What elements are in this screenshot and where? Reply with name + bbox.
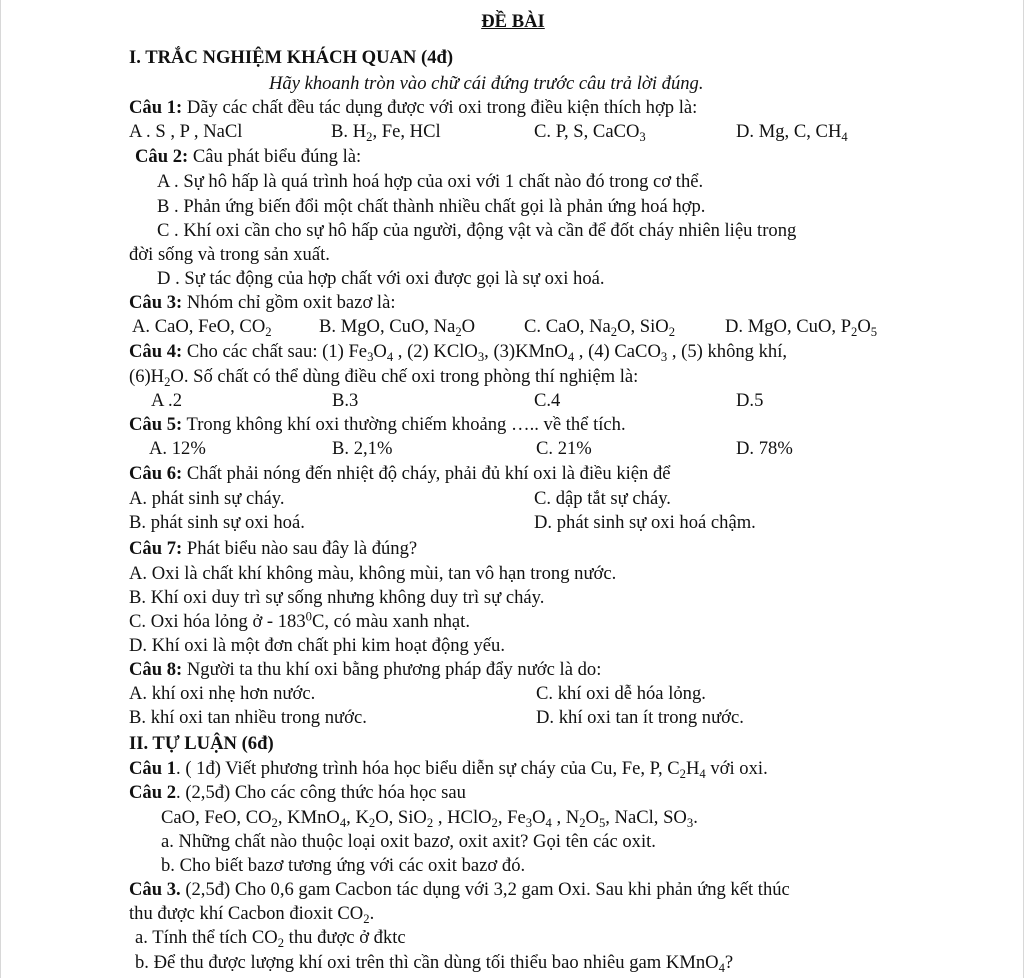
section-2-heading: II. TỰ LUẬN (6đ) bbox=[129, 733, 274, 754]
essay-3-part-b: b. Để thu được lượng khí oxi trên thì cần dùng tối thiểu bao nhiêu gam KMnO$_4$? bbox=[135, 952, 734, 975]
question-1: Câu 1: Dãy các chất đều tác dụng được với oxi trong điều kiện thích hợp là: bbox=[129, 97, 698, 118]
question-4: Câu 4: Cho các chất sau: (1) $Fe_3O_4$ , (2) KClO$_3$, (3)KMnO$_4$ , (4) CaCO$_3$ , (5) không khí, bbox=[129, 341, 788, 364]
q2-option-c-cont: đời sống và trong sản xuất. bbox=[129, 244, 330, 265]
q1-option-d: D. Mg, C, $CH_4$ bbox=[736, 121, 848, 144]
q7-option-b: B. Khí oxi duy trì sự sống nhưng không duy trì sự cháy. bbox=[129, 587, 545, 608]
q1-option-c: C. P, S, CaCO$_3$ bbox=[534, 121, 646, 144]
question-4-cont: $(6)H_2O$. Số chất có thể dùng điều chế oxi trong phòng thí nghiệm là: bbox=[129, 366, 639, 389]
q8-option-a: A. khí oxi nhẹ hơn nước. bbox=[129, 683, 316, 704]
essay-3-part-a: a. Tính thể tích $CO_2$ thu được ở đktc bbox=[135, 927, 406, 950]
q6-option-d: D. phát sinh sự oxi hoá chậm. bbox=[534, 512, 756, 533]
q5-option-b: B. 2,1% bbox=[332, 438, 393, 459]
q3-option-a: A. CaO, FeO, $CO_2$ bbox=[132, 316, 272, 339]
q4-option-b: B.3 bbox=[332, 390, 359, 411]
q7-option-a: A. Oxi là chất khí không màu, không mùi, tan vô hạn trong nước. bbox=[129, 563, 617, 584]
q7-option-d: D. Khí oxi là một đơn chất phi kim hoạt động yếu. bbox=[129, 635, 505, 656]
q1-option-b: B. $H_2$, Fe, HCl bbox=[331, 121, 441, 144]
q8-option-c: C. khí oxi dễ hóa lỏng. bbox=[536, 683, 706, 704]
essay-question-3-cont: thu được khí Cacbon đioxit $CO_2$. bbox=[129, 903, 375, 926]
q2-option-b: B . Phản ứng biến đổi một chất thành nhiều chất gọi là phản ứng hoá hợp. bbox=[157, 196, 706, 217]
section-1-heading: I. TRẮC NGHIỆM KHÁCH QUAN (4đ) bbox=[129, 47, 454, 68]
q5-option-a: A. 12% bbox=[149, 438, 206, 459]
q7-option-c: C. Oxi hóa lỏng ở - $183^0C$, có màu xanh nhạt. bbox=[129, 609, 470, 632]
question-7: Câu 7: Phát biểu nào sau đây là đúng? bbox=[129, 538, 418, 559]
q2-option-d: D . Sự tác động của hợp chất với oxi được gọi là sự oxi hoá. bbox=[157, 268, 605, 289]
page-title: ĐỀ BÀI bbox=[481, 11, 545, 32]
q2-option-c: C . Khí oxi cần cho sự hô hấp của người, động vật và cần để đốt cháy nhiên liệu trong bbox=[157, 220, 797, 241]
q8-option-b: B. khí oxi tan nhiều trong nước. bbox=[129, 707, 367, 728]
question-8: Câu 8: Người ta thu khí oxi bằng phương pháp đẩy nước là do: bbox=[129, 659, 602, 680]
question-6: Câu 6: Chất phải nóng đến nhiệt độ cháy, phải đủ khí oxi là điều kiện để bbox=[129, 463, 671, 484]
q5-option-c: C. 21% bbox=[536, 438, 592, 459]
instruction: Hãy khoanh tròn vào chữ cái đứng trước câu trả lời đúng. bbox=[269, 73, 704, 94]
essay-question-1: Câu 1. ( 1đ) Viết phương trình hóa học biểu diễn sự cháy của Cu, Fe, P, $C_2H_4$ với oxi. bbox=[129, 758, 768, 781]
essay-2-formulas: CaO, FeO, $CO_2$, KMnO$_4$, $K_2O$, SiO$_2$ , HClO$_2$, $Fe_3O_4$ , $N_2O_5$, NaCl, $SO_3$. bbox=[161, 807, 698, 830]
q8-option-d: D. khí oxi tan ít trong nước. bbox=[536, 707, 744, 728]
essay-question-3: Câu 3. (2,5đ) Cho 0,6 gam Cacbon tác dụng với 3,2 gam Oxi. Sau khi phản ứng kết thúc bbox=[129, 879, 790, 900]
q3-option-d: D. MgO, CuO, $P_2O_5$ bbox=[725, 316, 878, 339]
q3-option-b: B. MgO, CuO, $Na_2O$ bbox=[319, 316, 476, 339]
question-5: Câu 5: Trong không khí oxi thường chiếm khoảng ….. về thể tích. bbox=[129, 414, 626, 435]
q1-option-a: A . S , P , NaCl bbox=[129, 121, 243, 142]
essay-question-2: Câu 2. (2,5đ) Cho các công thức hóa học sau bbox=[129, 782, 466, 803]
q6-option-a: A. phát sinh sự cháy. bbox=[129, 488, 285, 509]
q2-option-a: A . Sự hô hấp là quá trình hoá hợp của oxi với 1 chất nào đó trong cơ thể. bbox=[157, 171, 704, 192]
question-3: Câu 3: Nhóm chỉ gồm oxit bazơ là: bbox=[129, 292, 396, 313]
q4-option-a: A .2 bbox=[151, 390, 182, 411]
q5-option-d: D. 78% bbox=[736, 438, 793, 459]
essay-2-part-b: b. Cho biết bazơ tương ứng với các oxit bazơ đó. bbox=[161, 855, 526, 876]
q6-option-c: C. dập tắt sự cháy. bbox=[534, 488, 671, 509]
q4-option-c: C.4 bbox=[534, 390, 561, 411]
q4-option-d: D.5 bbox=[736, 390, 764, 411]
question-2: Câu 2: Câu phát biểu đúng là: bbox=[135, 146, 362, 167]
q6-option-b: B. phát sinh sự oxi hoá. bbox=[129, 512, 305, 533]
essay-2-part-a: a. Những chất nào thuộc loại oxit bazơ, oxit axit? Gọi tên các oxit. bbox=[161, 831, 656, 852]
q3-option-c: C. CaO, $Na_2O$, SiO$_2$ bbox=[524, 316, 676, 339]
